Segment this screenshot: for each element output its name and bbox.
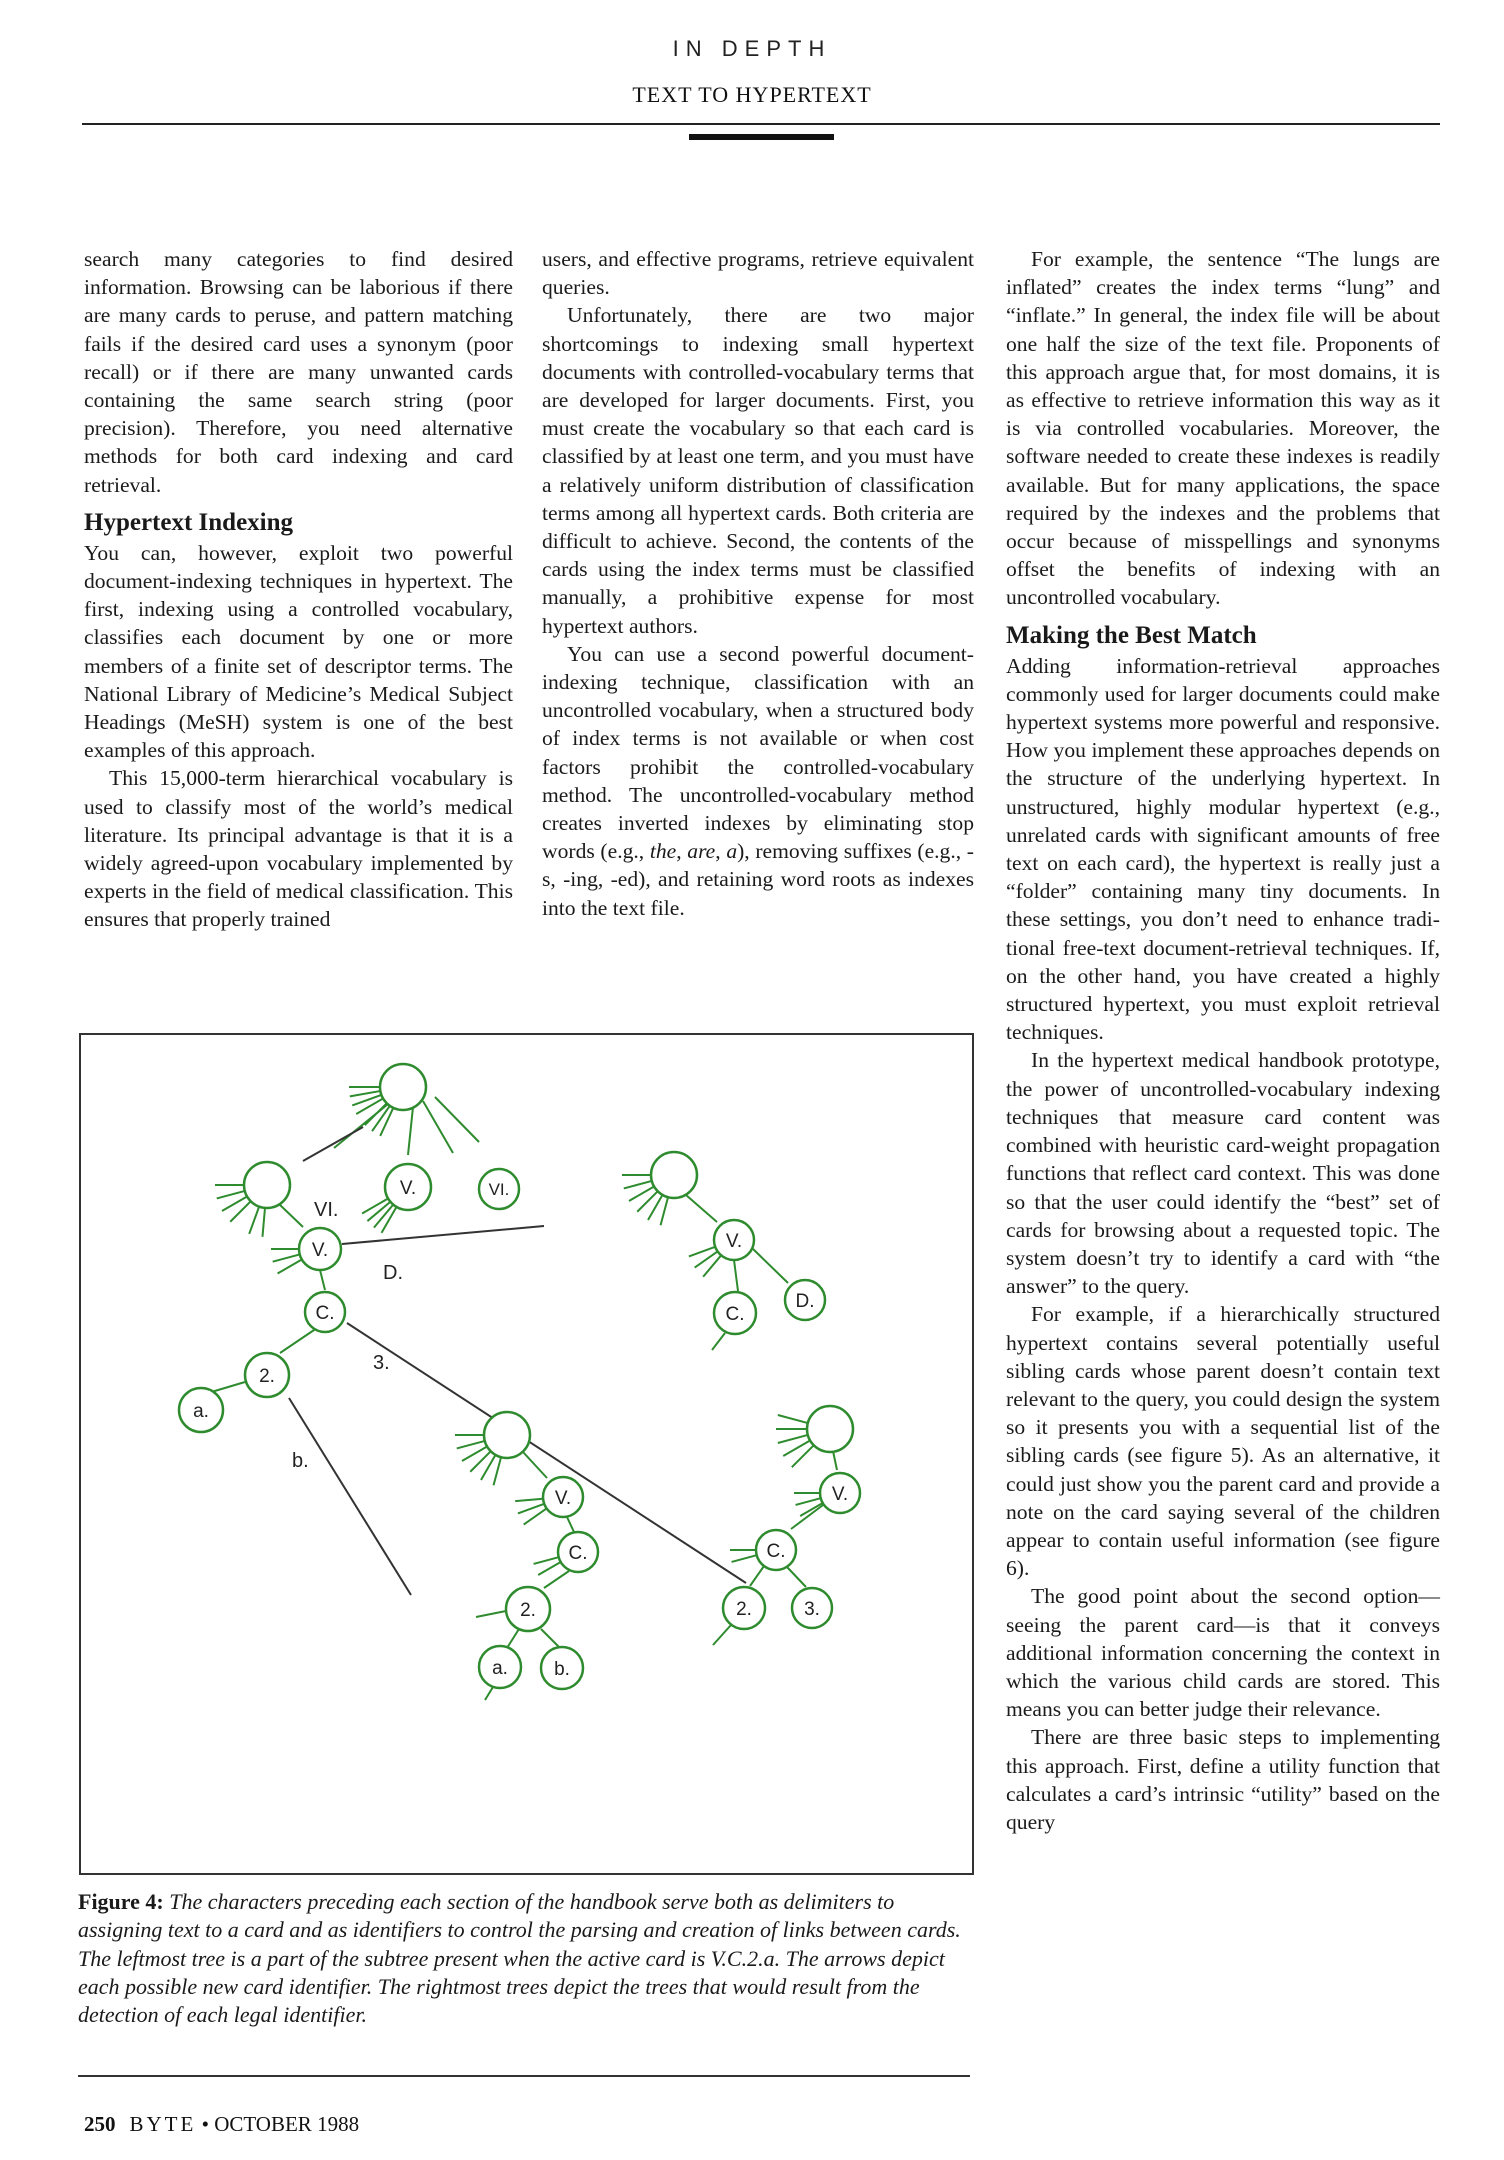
arrow-stub — [624, 1181, 653, 1189]
tree-node — [380, 1064, 426, 1110]
node-label: 3. — [804, 1598, 820, 1620]
text-span: , — [715, 839, 727, 864]
paragraph: Adding information-retrieval approaches commonly used for larger documents could make hypertext systems more powerful and responsive. How you implement these approaches depends on the structure of the underlying hypertext. In unstructured, highly modular hypertext (e.g., unrelated cards with significant amounts of free text on each card), the hypertext is really just a “folder” containing many tiny documents. In these settings, you don’t need to enhance traditional free-text document-retrieval techniques. If, on the other hand, you have created a highly structured hypertext, you must exploit retrieval techniques. — [1006, 653, 1440, 1045]
connector-line — [279, 1204, 303, 1227]
arrow-stub — [278, 1260, 302, 1274]
connector-line — [289, 1398, 411, 1595]
node-label: 2. — [259, 1365, 275, 1387]
connector-line — [544, 1571, 569, 1588]
tree-node — [244, 1162, 290, 1208]
paragraph: This 15,000-term hierarchical vocabulary is used to classify most of the world’s medical literature. Its principal advantage is that it is a widely agreed-upon vocabulary implemented by experts in the field of medical classification. This ensures that properly trained — [84, 766, 513, 932]
node-label: V. — [311, 1239, 329, 1261]
connector-line — [523, 1452, 547, 1478]
paragraph — [542, 640, 974, 922]
paragraph: Unfortunately, there are two major shortcomings to indexing small hypertext documents with controlled-vocabulary terms that are developed for larger documents. First, you must create the vocabulary so that each card is classified by at least one term, and you must have a relatively uniform distribution of classification terms among all hypertext cards. Both criteria are difficult to achieve. Second, the contents of the cards using the index terms must be classified manually, a prohibitive expense for most hypertext authors. — [542, 303, 974, 638]
node-label: C. — [725, 1303, 745, 1325]
header-bar — [689, 134, 834, 140]
node-label: VI. — [488, 1180, 510, 1200]
connector-line — [712, 1333, 725, 1350]
node-label: V. — [399, 1177, 417, 1199]
stop-word: the — [649, 839, 677, 864]
tree-node — [651, 1152, 697, 1198]
magazine-name: BYTE — [129, 2112, 197, 2136]
arrow-stub — [796, 1498, 821, 1505]
arrow-stub — [515, 1499, 543, 1501]
running-title: TEXT TO HYPERTEXT — [632, 82, 872, 107]
connector-line — [567, 1517, 574, 1532]
column-1 — [84, 245, 513, 934]
connector-line — [408, 1107, 413, 1155]
node-label: b. — [554, 1658, 570, 1680]
text-span: , — [676, 839, 688, 864]
arrow-stub — [661, 1196, 669, 1225]
connector-line — [752, 1248, 788, 1283]
connector-line — [342, 1226, 544, 1244]
node-label: C. — [766, 1540, 786, 1562]
identifier-label: D. — [383, 1262, 403, 1284]
page-footer — [84, 2112, 359, 2137]
caption-label: Figure 4: — [78, 1889, 164, 1914]
caption-text: The characters preceding each section of the handbook serve both as delimiters to assigning text to a card and as identifiers to control the parsing and creation of links between cards. The leftmost tree is a part of the subtree present when the active card is V.C.2.a. The arrows depict each possible new card identifier. The rightmost trees depict the trees that would result from the detection of each legal identifier. — [78, 1889, 961, 2028]
caption-rule — [78, 2075, 970, 2077]
identifier-label: b. — [292, 1450, 309, 1472]
paragraph: For example, the sentence “The lungs are inflated” creates the index terms “lung” and “inflate.” In general, the index file will be about one half the size of the text file. Proponents of this approach argue that, for most domains, it is as effective to retrieve information this way as it is via controlled vocabularies. Moreover, the software needed to create these indexes is readily available. But for many applications, the space required by the indexes and the problems that occur because of misspellings and synonyms offset the benefits of indexing with an uncontrolled vocabulary. — [1006, 247, 1440, 610]
node-label: V. — [554, 1487, 572, 1509]
connector-line — [476, 1611, 506, 1617]
stop-word: a — [726, 839, 738, 864]
arrow-stub — [732, 1555, 757, 1562]
section-heading-hypertext-indexing: Hypertext Indexing — [84, 508, 294, 536]
connector-line — [750, 1566, 764, 1586]
column-2 — [542, 245, 974, 922]
text-span: You can use a second powerful document-indexing technique, classification with an uncontrolled vocabulary, when a structured body of index terms is not available or when cost factors prohibit the controlled-vocabulary method. The uncontrolled-vocabulary method creates inverted indexes by eliminating stop words (e.g., — [542, 641, 974, 864]
arrow-stub — [217, 1191, 246, 1199]
arrow-stub — [538, 1562, 561, 1575]
node-label: a. — [492, 1657, 508, 1679]
column-3 — [1006, 245, 1440, 1836]
arrow-stub — [778, 1435, 809, 1443]
tree-node — [484, 1412, 530, 1458]
paragraph: users, and effective programs, retrieve equivalent queries. — [542, 247, 974, 300]
connector-line — [280, 1328, 317, 1353]
page-number: 250 — [84, 2112, 116, 2136]
paragraph: The good point about the second option—seeing the parent card—is that it conveys additional information concerning the context in which the various child cards are stored. This means you can better judge their relevance. — [1006, 1584, 1440, 1722]
connector-line — [320, 1270, 325, 1290]
node-label: D. — [795, 1290, 815, 1312]
figure-caption — [78, 1888, 978, 2029]
node-label: 2. — [736, 1598, 752, 1620]
paragraph: In the hypertext medical handbook prototype, the power of uncontrolled-vocabulary indexing techniques that measure card content was combined with heuristic card-weight propagation functions that reflect card context. This was done so that the user could identify the “best” set of cards for browsing about a requested topic. The system doesn’t try to identify a card with “the answer” to the query. — [1006, 1048, 1440, 1299]
node-label: V. — [831, 1483, 849, 1505]
figure-4 — [79, 1033, 974, 1875]
node-label: V. — [725, 1230, 743, 1252]
connector-line — [347, 1323, 746, 1583]
identifier-label: VI. — [314, 1199, 339, 1221]
header-rule — [82, 123, 1440, 125]
arrow-stub — [249, 1206, 259, 1234]
connector-line — [787, 1567, 806, 1587]
node-label: C. — [568, 1542, 588, 1564]
arrow-stub — [457, 1441, 486, 1449]
paragraph: For example, if a hierarchically structured hypertext contains several potentially useful sibling cards whose parent doesn’t contain text relevant to the query, you could design the system so it presents you with a sequential list of the sibling cards (see figure 5). As an alternative, it could just show you the parent card and provide a note on the card saying several of the children appear to contain useful information (see figure 6). — [1006, 1302, 1440, 1581]
connector-line — [303, 1127, 363, 1161]
connector-line — [713, 1625, 731, 1645]
issue-date: OCTOBER 1988 — [214, 2112, 360, 2136]
connector-line — [423, 1101, 453, 1153]
section-label: IN DEPTH — [672, 36, 832, 61]
arrow-stub — [262, 1207, 265, 1237]
connector-line — [833, 1451, 837, 1470]
connector-line — [791, 1505, 823, 1529]
arrow-stub — [534, 1557, 559, 1564]
node-label: 2. — [520, 1599, 536, 1621]
identifier-label: 3. — [373, 1352, 390, 1374]
connector-line — [734, 1260, 738, 1291]
connector-line — [485, 1687, 493, 1700]
paragraph: You can, however, exploit two powerful document-indexing techniques in hypertext. The first, indexing using a controlled vocabulary, classifies each document by one or more members of a finite set of descriptor terms. The National Library of Medicine’s Medical Subject Headings (MeSH) system is one of the best examples of this approach. — [84, 540, 513, 763]
tree-diagram — [81, 1035, 972, 1873]
connector-line — [686, 1195, 717, 1222]
footer-separator: • — [201, 2112, 209, 2136]
tree-node — [807, 1406, 853, 1452]
connector-line — [541, 1629, 560, 1648]
node-label: a. — [193, 1400, 209, 1422]
arrow-stub — [494, 1456, 502, 1485]
text-span: ), removing suffixes (e.g., -s, -ing, -ed), and retaining word roots as indexes into the text file. — [542, 839, 974, 920]
arrow-stub — [778, 1415, 809, 1423]
stop-word: are — [687, 839, 716, 864]
paragraph: search many categories to find desired information. Browsing can be laborious if there are many cards to peruse, and pattern matching fails if the desired card uses a synonym (poor recall) or if there are many unwanted cards containing the same search string (poor precision). Therefore, you need alternative methods for both card indexing and card retrieval. — [84, 247, 513, 497]
node-label: C. — [315, 1302, 335, 1324]
section-heading-making-the-best-match: Making the Best Match — [1006, 621, 1257, 649]
paragraph: There are three basic steps to implementing this approach. First, define a utility function that calculates a card’s intrinsic “utility” based on the query — [1006, 1725, 1440, 1834]
connector-line — [507, 1629, 519, 1648]
arrow-stub — [273, 1254, 300, 1261]
connector-line — [435, 1097, 479, 1142]
